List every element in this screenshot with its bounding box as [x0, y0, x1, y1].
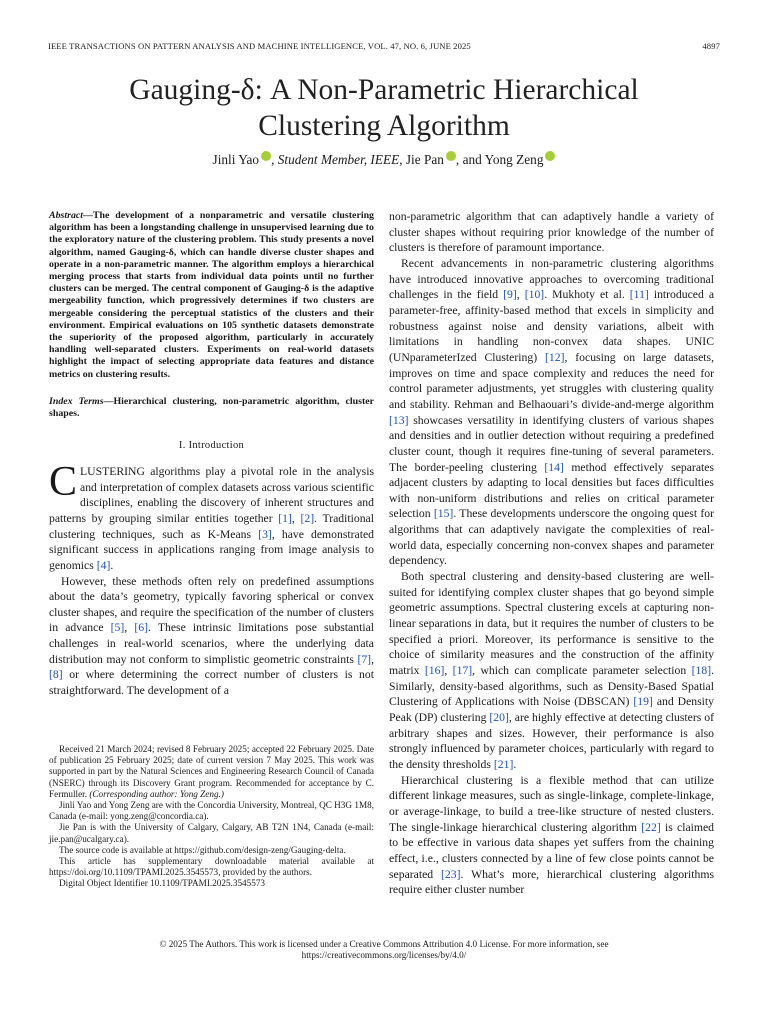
paragraph-text: method effectively separates adjacent clusters by adapting to local densities but faces difficulties with non-uniform distributions and relies on critical parameter selection [389, 460, 714, 521]
author-membership: Student Member, IEEE [277, 152, 400, 167]
paragraph-text: , focusing on large datasets, improves on time and space complexity and reduces the need for control parameter adjustments, yet struggles with clustering quality and stability. Rehman and Belhaouari’s divide-and-merge algorithm [389, 350, 714, 411]
paper-title [40, 72, 728, 144]
intro-paragraph [389, 569, 714, 773]
intro-paragraph [389, 256, 714, 569]
author-name: Jinli Yao [212, 152, 260, 167]
paragraph-text: and Density Peak (DP) clustering [389, 695, 715, 724]
citation-link[interactable]: [11] [629, 288, 649, 302]
citation-link[interactable]: [17] [452, 664, 473, 678]
paragraph-text: , [371, 652, 374, 666]
abstract-lead: Abstract [49, 210, 84, 221]
title-line-1: Gauging-δ: A Non-Parametric Hierarchical [129, 74, 639, 106]
index-terms-lead: Index Terms [49, 395, 104, 407]
paragraph-text: , have demonstrated significant success in applications ranging from image analysis to genomics [49, 527, 374, 572]
index-terms-text: —Hierarchical clustering, non-parametric algorithm, cluster shapes. [49, 395, 375, 420]
journal-header: IEEE TRANSACTIONS ON PATTERN ANALYSIS AND MACHINE INTELLIGENCE, VOL. 47, NO. 6, JUNE 2025 [48, 41, 471, 51]
citation-link[interactable]: [2] [300, 511, 315, 525]
author-name: Yong Zeng [484, 152, 544, 167]
author-list: Jinli Yao , Student Member, IEEE, Jie Pan , and Yong Zeng [40, 151, 728, 168]
paragraph-text: introduced a parameter-free, affinity-based method that excels in simplicity and robustness against noise and density variations, albeit with limitations in handling non-convex data shapes. UNIC (UNparameterIzed Clustering) [389, 288, 715, 364]
paragraph-text: , are highly effective at detecting clusters of arbitrary shapes and sizes. However, their performance is also strongly influenced by parameter choices, particularly with regard to the density thresholds [389, 711, 714, 771]
index-terms [49, 396, 374, 420]
paragraph-text: showcases versatility in identifying clusters of various shapes and densities and in outlier detection without requiring a predefined cluster count, though it requires fine-tuning of several parameters. The border-peeling clustering [389, 413, 714, 474]
footnote: This article has supplementary downloadable material available at https://doi.org/10.1109/TPAMI.2025.3545573, provided by the authors. [49, 856, 374, 878]
right-column [389, 209, 714, 898]
paragraph-text: Recent advancements in non-parametric clustering algorithms have introduced innovative approaches to overcoming traditional challenges in the field [389, 256, 714, 302]
title-line-2: Clustering Algorithm [258, 110, 510, 142]
corresponding-author-note: (Corresponding author: Yong Zeng.) [89, 788, 224, 799]
section-heading: I. Introduction [178, 440, 245, 452]
citation-link[interactable]: [4] [96, 558, 111, 572]
paragraph-text: Both spectral clustering and density-based clustering are well-suited for identifying complex cluster shapes that go beyond simple geometric assumptions. Spectral clustering excels at capturing non-linear separations in data, but it requires the number of clusters to be specified a priori. Moreover, its performance is sensitive to the choice of similarity measures and the construction of the affinity matrix [389, 570, 714, 678]
abstract-text: —The development of a nonparametric and versatile clustering algorithm has been a longstanding challenge in unsupervised learning due to the exploratory nature of the clustering problem. This study presents a novel algorithm, named Gauging-δ, which can handle diverse cluster shapes and operate in a non-parametric manner. The algorithm employs a hierarchical merging process that starts from individual data points until no further clusters can be merged. The central component of Gauging-δ is the adaptive mergeability function, which progressively determines if two clusters are mergeable considering the perceptual statistics of the clusters and their environment. Empirical evaluations on 105 synthetic datasets demonstrate the superiority of the proposed algorithm, particularly in accurately handling well-separated clusters. Experiments on real-world datasets highlight the impact of selecting appropriate data features and distance metrics on clustering results. [49, 210, 374, 380]
citation-link[interactable]: [6] [134, 621, 148, 635]
paragraph-text: . Similarly, density-based algorithms, such as Density-Based Spatial Clustering of Applications with Noise (DBSCAN) [389, 664, 715, 709]
author-separator: , and [455, 152, 485, 167]
citation-link[interactable]: [9] [503, 288, 517, 302]
paragraph-text: . Mukhoty et al. [544, 288, 630, 302]
footnote: The source code is available at https://github.com/design-zeng/Gauging-delta. [59, 844, 346, 855]
citation-link[interactable]: [10] [524, 288, 545, 302]
paragraph-text: Hierarchical clustering is a flexible method that can utilize different linkage measures, such as single-linkage, complete-linkage, or average-linkage, to build a tree-like structure of nested clusters. The single-linkage hierarchical clustering algorithm [389, 773, 714, 834]
citation-link[interactable]: [23] [441, 867, 461, 881]
paragraph-text: . [110, 558, 114, 572]
orcid-icon[interactable] [446, 151, 456, 161]
footnote: Jinli Yao and Yong Zeng are with the Concordia University, Montreal, QC H3G 1M8, Canada (e-mail: yong.zeng@concordia.ca). [49, 800, 374, 822]
author-name: Jie Pan [405, 152, 444, 167]
paragraph-text: . These intrinsic limitations pose substantial challenges in real-world scenarios, where the underlying data distribution may not conform to simplistic geometric constraints [49, 621, 375, 666]
footnote: Jie Pan is with the University of Calgary, Calgary, AB T2N 1N4, Canada (e-mail: jie.pan@ucalgary.ca). [49, 822, 374, 844]
footnote [49, 744, 374, 800]
citation-link[interactable]: [22] [641, 820, 661, 834]
paragraph-text: However, these methods often rely on predefined assumptions about the data’s geometry, typically favoring spherical or convex cluster shapes, and require the specification of the number of clusters in advance [49, 574, 374, 635]
citation-link[interactable]: [12] [544, 350, 565, 364]
orcid-icon[interactable] [261, 151, 271, 161]
intro-paragraph [49, 458, 374, 574]
paragraph-text: . [513, 757, 517, 771]
paragraph-text: . What’s more, hierarchical clustering algorithms require either cluster number [389, 867, 715, 897]
citation-link[interactable]: [8] [49, 668, 63, 682]
citation-link[interactable]: [7] [357, 652, 372, 666]
paragraph-text: , [516, 288, 525, 302]
left-column [49, 210, 374, 699]
abstract [49, 210, 374, 381]
running-head [48, 41, 720, 51]
citation-link[interactable]: [5] [110, 621, 125, 635]
drop-cap: C [49, 458, 78, 505]
citation-link[interactable]: [19] [633, 695, 653, 709]
citation-link[interactable]: [20] [489, 711, 509, 724]
paragraph-text: is claimed to be effective in various data shapes yet suffers from the chaining effect, i.e., clusters connected by a line of few close points cannot be separated [389, 820, 714, 881]
footnotes [49, 744, 374, 890]
paragraph-text: , [444, 664, 453, 678]
citation-link[interactable]: [14] [544, 460, 564, 474]
paragraph-text: or where determining the correct number of clusters is not straightforward. The development of a [49, 668, 374, 698]
license-text: © 2025 The Authors. This work is licensed under a Creative Commons Attribution 4.0 License. For more information, see [159, 939, 609, 949]
license-url[interactable]: https://creativecommons.org/licenses/by/4.0/ [301, 950, 467, 961]
paragraph-text: , [124, 621, 135, 635]
orcid-icon[interactable] [545, 151, 555, 161]
citation-link[interactable]: [1] [278, 511, 292, 525]
paragraph-text: LUSTERING algorithms play a pivotal role in the analysis and interpretation of complex datasets across various scientific disciplines, enabling the discovery of inherent structures and patterns by grouping similar entities together [49, 464, 374, 525]
paragraph-text: , [291, 511, 301, 525]
citation-link[interactable]: [21] [493, 757, 514, 771]
paragraph-text: . These developments underscore the ongoing quest for algorithms that can adaptively navigate the complexities of real-world data, especially concerning non-convex shapes and parameter dependency. [389, 507, 714, 568]
page-number: 4897 [702, 41, 720, 51]
paragraph-text: , which can complicate parameter selection [472, 664, 692, 678]
intro-paragraph: non-parametric algorithm that can adaptively handle a variety of cluster shapes without requiring prior knowledge of the number of clusters is therefore of paramount importance. [389, 210, 714, 255]
citation-link[interactable]: [13] [389, 413, 409, 427]
footnote: Digital Object Identifier 10.1109/TPAMI.2025.3545573 [59, 878, 266, 889]
citation-link[interactable]: [15] [433, 507, 454, 521]
citation-link[interactable]: [18] [691, 664, 712, 678]
intro-paragraph [49, 574, 374, 699]
footnote-text: Received 21 March 2024; revised 8 February 2025; accepted 22 February 2025. Date of publication 25 February 2025; date of current version 7 May 2025. This work was supported in part by the Natural Sciences and Engineering Research Council of Canada (NSERC) through its Discovery Grant program. Recommended for acceptance by C. Fermuller. [49, 744, 374, 799]
intro-paragraph [389, 773, 714, 898]
paragraph-text: . Traditional clustering techniques, such as K-Means [49, 511, 374, 541]
citation-link[interactable]: [16] [424, 664, 445, 678]
citation-link[interactable]: [3] [258, 527, 272, 541]
license-notice [60, 939, 708, 962]
